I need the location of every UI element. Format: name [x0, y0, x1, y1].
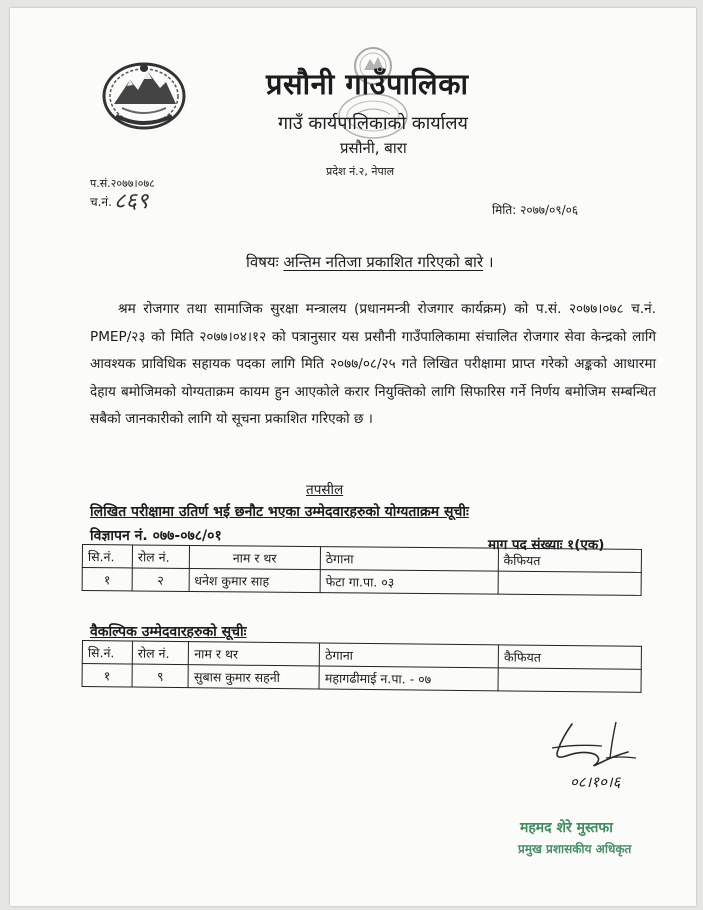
office-subtitle: गाउँ कार्यपालिकाको कार्यालय [278, 113, 468, 134]
letter-date: मिति: २०७७/०९/०६ [492, 203, 579, 217]
subject-label: विषयः [246, 253, 279, 271]
column-header-address: ठेगाना [320, 547, 498, 572]
cell-name: धनेश कुमार साह [189, 568, 320, 592]
office-location: प्रसौनी, बारा [340, 139, 407, 157]
table-row [82, 664, 641, 693]
column-header-sn: सि.नं. [82, 641, 132, 665]
body-paragraph: श्रम रोजगार तथा सामाजिक सुरक्षा मन्त्रालय (प्रधानमन्त्री रोजगार कार्यक्रम) को प.सं. २०७७।०७८ च.नं. PMEP/२३ को मिति २०७७।०४।१२ को पत्रानुसार यस प्रसौनी गाउँपालिकामा संचालित रोजगार सेवा केन्द्रको लागि आवश्यक प्राविधिक सहायक पदका लागि मिति २०७७/०८/२५ गते लिखित परीक्षामा प्राप्त गरेको अङ्कको आधारमा देहाय बमोजिमको योग्यताक्रम कायम हुन आएकोले करार नियुक्तिको लागि सिफारिस गर्ने निर्णय बमोजिम सम्बन्धित सबैको जानकारीको लागि यो सूचना प्रकाशित गरिएको छ । [90, 301, 656, 427]
officer-name-stamp: महमद शेरे मुस्तफा [520, 820, 613, 836]
column-header-roll: रोल नं. [132, 545, 189, 568]
cell-sn: १ [82, 664, 132, 688]
column-header-roll: रोल नं. [132, 641, 189, 665]
column-header-remarks: कैफियत [498, 645, 641, 669]
alternate-list-title: वैकल्पिक उम्मेदवारहरुको सूचीः [90, 624, 247, 640]
signature-date: ०८।१०।६ [570, 773, 621, 791]
letter-page [10, 8, 696, 906]
merit-list-title: लिखित परीक्षामा उतिर्ण भई छनौट भएका उम्मेदवारहरुको योग्यताक्रम सूचीः [90, 504, 469, 520]
office-name: प्रसौनी गाउँपालिका [266, 67, 469, 101]
cell-roll: ९ [132, 664, 189, 688]
column-header-sn: सि.नं. [82, 545, 132, 568]
subject-end-mark: । [487, 253, 494, 271]
subject-text: अन्तिम नतिजा प्रकाशित गरिएको बारे [283, 253, 484, 271]
cell-remarks [498, 668, 641, 692]
column-header-name: नाम र थर [189, 642, 320, 666]
reference-cn-handwritten: ८६९ [114, 189, 149, 214]
post-count: माग पद संख्याः १(एक) [488, 537, 605, 553]
reference-ps-number: प.सं.२०७७।०७८ [90, 177, 155, 190]
office-province: प्रदेश नं.२, नेपाल [326, 165, 395, 178]
reference-cn-label: च.नं. [90, 195, 112, 209]
officer-title-stamp: प्रमुख प्रशासकीय अधिकृत [518, 842, 632, 856]
details-heading: तपसील [306, 482, 344, 498]
nepal-emblem-icon [100, 58, 188, 132]
table-row [82, 568, 641, 596]
column-header-address: ठेगाना [320, 643, 499, 668]
merit-list-table [82, 544, 642, 596]
handwritten-signature [532, 718, 642, 776]
notice-number: विज्ञापन नं. ०७७-०७८/०१ [90, 528, 222, 544]
column-header-remarks: कैफियत [498, 548, 641, 572]
cell-address: महागढीमाई न.पा. - ०७ [319, 666, 498, 691]
alternate-list-table [82, 640, 642, 693]
cell-sn: १ [82, 568, 132, 591]
cell-name: सुबास कुमार सहनी [188, 665, 319, 689]
cell-address: फेटा गा.पा. ०३ [320, 570, 498, 595]
column-header-name: नाम र थर [189, 545, 320, 569]
subject-line [246, 252, 494, 272]
cell-remarks [498, 571, 641, 595]
cell-roll: २ [132, 568, 189, 591]
